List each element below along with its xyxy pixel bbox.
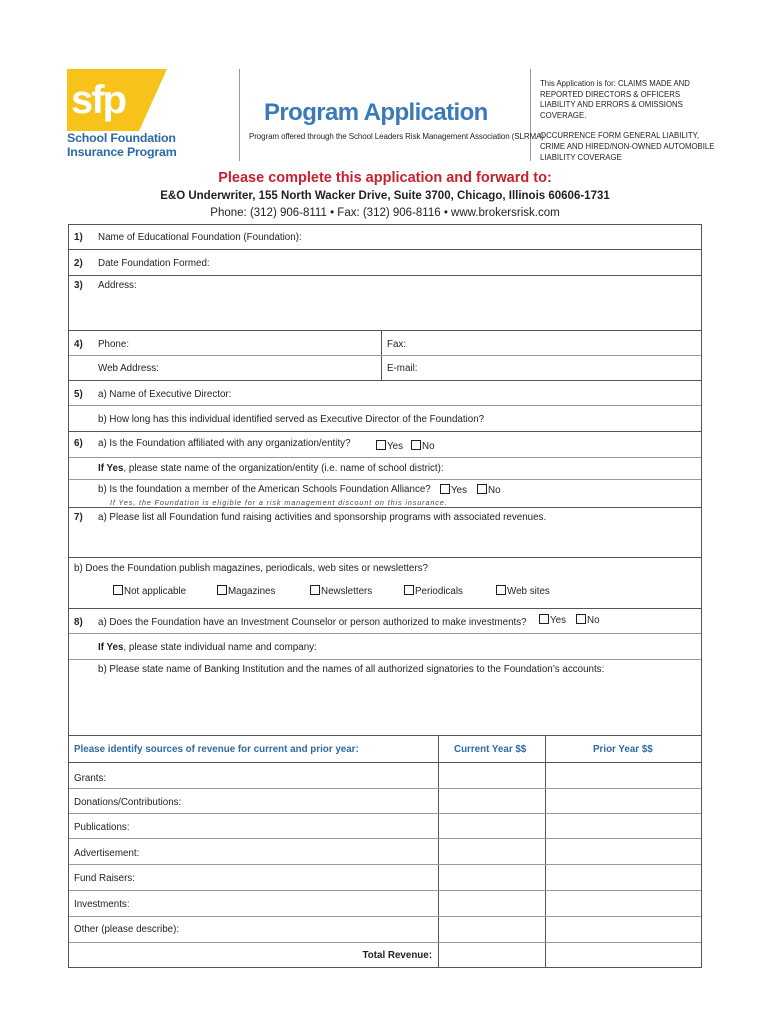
date-formed-label: Date Foundation Formed: <box>98 258 210 269</box>
asfa-yes-option[interactable] <box>440 484 467 496</box>
question-number: 2) <box>74 258 83 269</box>
web-address-field[interactable]: Web Address: <box>98 363 159 374</box>
revenue-source-label: Other (please describe): <box>74 924 180 935</box>
checkbox[interactable] <box>404 585 414 595</box>
question-6-ifyes[interactable] <box>69 458 701 480</box>
total-revenue-label: Total Revenue: <box>362 950 432 961</box>
checkbox[interactable] <box>411 440 421 450</box>
question-5a[interactable] <box>69 381 701 406</box>
column-divider <box>545 891 546 916</box>
logo-text <box>67 131 177 159</box>
counselor-name-label <box>98 642 317 653</box>
revenue-row[interactable] <box>69 917 701 943</box>
investment-counselor-label: a) Does the Foundation have an Investment Counselor or person authorized to make investments? <box>98 617 527 628</box>
coverage-claims-made: This Application is for: CLAIMS MADE AND REPORTED DIRECTORS & OFFICERS LIABILITY AND ERRORS & OMISSIONS COVERAGE. <box>540 79 690 120</box>
if-yes-emphasis: If Yes <box>98 463 124 474</box>
affiliation-label: a) Is the Foundation affiliated with any organization/entity? <box>98 438 351 449</box>
revenue-source-label: Fund Raisers: <box>74 873 135 884</box>
question-number: 8) <box>74 617 83 628</box>
question-number: 6) <box>74 438 83 449</box>
question-8a <box>69 609 701 634</box>
column-divider <box>545 736 546 762</box>
column-divider <box>545 917 546 942</box>
revenue-source-label: Publications: <box>74 822 130 833</box>
question-4-web-row <box>69 356 701 381</box>
fax-field[interactable]: Fax: <box>387 339 407 350</box>
column-divider <box>438 839 439 864</box>
if-yes-emphasis: If Yes <box>98 642 124 653</box>
revenue-source-label: Grants: <box>74 773 107 784</box>
revenue-row[interactable] <box>69 891 701 917</box>
investment-no-option[interactable] <box>576 614 600 626</box>
fundraising-activities-label: a) Please list all Foundation fund raising activities and sponsorship programs with associated revenues. <box>98 512 547 523</box>
question-number: 1) <box>74 232 83 243</box>
forward-contact: Phone: (312) 906-8111 • Fax: (312) 906-8116 • www.brokersrisk.com <box>210 207 560 219</box>
option-label: Yes <box>550 615 566 626</box>
affiliation-no-option[interactable] <box>411 440 435 452</box>
affiliation-yes-option[interactable] <box>376 440 403 452</box>
sfp-logo-mark <box>67 69 187 131</box>
column-divider <box>438 763 439 788</box>
checkbox[interactable] <box>440 484 450 494</box>
page-subtitle: Program offered through the School Leaders Risk Management Association (SLRMA) <box>249 132 544 141</box>
option-web-sites[interactable] <box>496 585 550 597</box>
question-4-phone-row <box>69 331 701 356</box>
coverage-occurrence: OCCURRENCE FORM GENERAL LIABILITY, CRIME AND HIRED/NON-OWNED AUTOMOBILE LIABILITY COVERAGE <box>540 131 715 162</box>
checkbox[interactable] <box>310 585 320 595</box>
option-label: No <box>422 441 435 452</box>
question-5b[interactable] <box>69 406 701 432</box>
forward-address: E&O Underwriter, 155 North Wacker Drive, Suite 3700, Chicago, Illinois 60606-1731 <box>160 190 610 202</box>
revenue-heading: Please identify sources of revenue for current and prior year: <box>74 744 359 755</box>
option-label: No <box>488 485 501 496</box>
option-newsletters[interactable] <box>310 585 372 597</box>
organization-name-label <box>98 463 444 474</box>
revenue-total-row[interactable] <box>69 943 701 967</box>
logo-line-2: Insurance Program <box>67 145 177 159</box>
checkbox[interactable] <box>477 484 487 494</box>
current-year-header: Current Year $$ <box>454 744 527 755</box>
revenue-row[interactable] <box>69 865 701 891</box>
option-periodicals[interactable] <box>404 585 463 597</box>
checkbox[interactable] <box>539 614 549 624</box>
option-label: No <box>587 615 600 626</box>
column-divider <box>545 865 546 890</box>
question-1[interactable] <box>69 225 701 250</box>
checkbox[interactable] <box>376 440 386 450</box>
column-divider <box>545 839 546 864</box>
option-label: Periodicals <box>415 586 463 597</box>
if-yes-text: , please state individual name and company: <box>123 642 317 653</box>
executive-director-label: a) Name of Executive Director: <box>98 389 232 400</box>
question-8b[interactable] <box>69 660 701 736</box>
revenue-table-header <box>69 736 701 763</box>
option-label: Newsletters <box>321 586 373 597</box>
checkbox[interactable] <box>113 585 123 595</box>
column-divider <box>438 943 439 967</box>
column-divider <box>545 763 546 788</box>
revenue-source-label: Advertisement: <box>74 848 140 859</box>
email-field[interactable]: E-mail: <box>387 363 418 374</box>
option-label: Yes <box>451 485 467 496</box>
director-tenure-label: b) How long has this individual identified served as Executive Director of the Foundation? <box>98 414 485 425</box>
revenue-row[interactable] <box>69 839 701 865</box>
column-divider <box>438 865 439 890</box>
revenue-row[interactable] <box>69 814 701 839</box>
phone-field[interactable]: Phone: <box>98 339 130 350</box>
column-divider <box>438 917 439 942</box>
question-number: 7) <box>74 512 83 523</box>
question-7b <box>69 558 701 609</box>
prior-year-header: Prior Year $$ <box>593 744 653 755</box>
checkbox[interactable] <box>496 585 506 595</box>
option-magazines[interactable] <box>217 585 275 597</box>
question-8-ifyes[interactable] <box>69 634 701 660</box>
application-form <box>68 224 702 968</box>
revenue-row[interactable] <box>69 789 701 814</box>
column-divider <box>545 814 546 838</box>
discount-note: If Yes, the Foundation is eligible for a risk management discount on this insurance. <box>110 498 448 507</box>
foundation-name-label: Name of Educational Foundation (Foundation): <box>98 232 302 243</box>
option-label: Not applicable <box>124 586 187 597</box>
option-label: Magazines <box>228 586 276 597</box>
question-6a <box>69 432 701 458</box>
checkbox[interactable] <box>576 614 586 624</box>
asfa-member-label: b) Is the foundation a member of the American Schools Foundation Alliance? <box>98 484 431 495</box>
column-divider <box>438 736 439 762</box>
question-7a[interactable] <box>69 508 701 558</box>
column-divider <box>545 943 546 967</box>
header-divider <box>239 69 240 161</box>
revenue-source-label: Investments: <box>74 899 130 910</box>
column-divider <box>545 789 546 813</box>
column-divider <box>438 814 439 838</box>
forward-heading: Please complete this application and forward to: <box>218 170 552 186</box>
investment-yes-option[interactable] <box>539 614 566 626</box>
asfa-no-option[interactable] <box>477 484 501 496</box>
question-number: 5) <box>74 389 83 400</box>
if-yes-text: , please state name of the organization/entity (i.e. name of school district): <box>123 463 444 474</box>
question-number: 3) <box>74 280 83 291</box>
banking-institution-label: b) Please state name of Banking Institution and the names of all authorized signatories to the Foundation’s accounts: <box>98 664 605 675</box>
option-not-applicable[interactable] <box>113 585 186 597</box>
coverage-note <box>540 79 715 163</box>
revenue-source-label: Donations/Contributions: <box>74 797 182 808</box>
column-divider <box>381 356 382 380</box>
question-number: 4) <box>74 339 83 350</box>
publications-question-label: b) Does the Foundation publish magazines, periodicals, web sites or newsletters? <box>74 563 428 574</box>
question-3[interactable] <box>69 276 701 331</box>
question-2[interactable] <box>69 250 701 276</box>
page-title: Program Application <box>264 99 488 126</box>
revenue-row[interactable] <box>69 763 701 789</box>
column-divider <box>438 891 439 916</box>
option-label: Web sites <box>507 586 550 597</box>
question-6b <box>69 480 701 508</box>
column-divider <box>381 331 382 355</box>
option-label: Yes <box>387 441 403 452</box>
logo-line-1: School Foundation <box>67 131 176 145</box>
svg-text:sfp: sfp <box>71 78 125 122</box>
column-divider <box>438 789 439 813</box>
address-label: Address: <box>98 280 137 291</box>
checkbox[interactable] <box>217 585 227 595</box>
header-divider <box>530 69 531 161</box>
